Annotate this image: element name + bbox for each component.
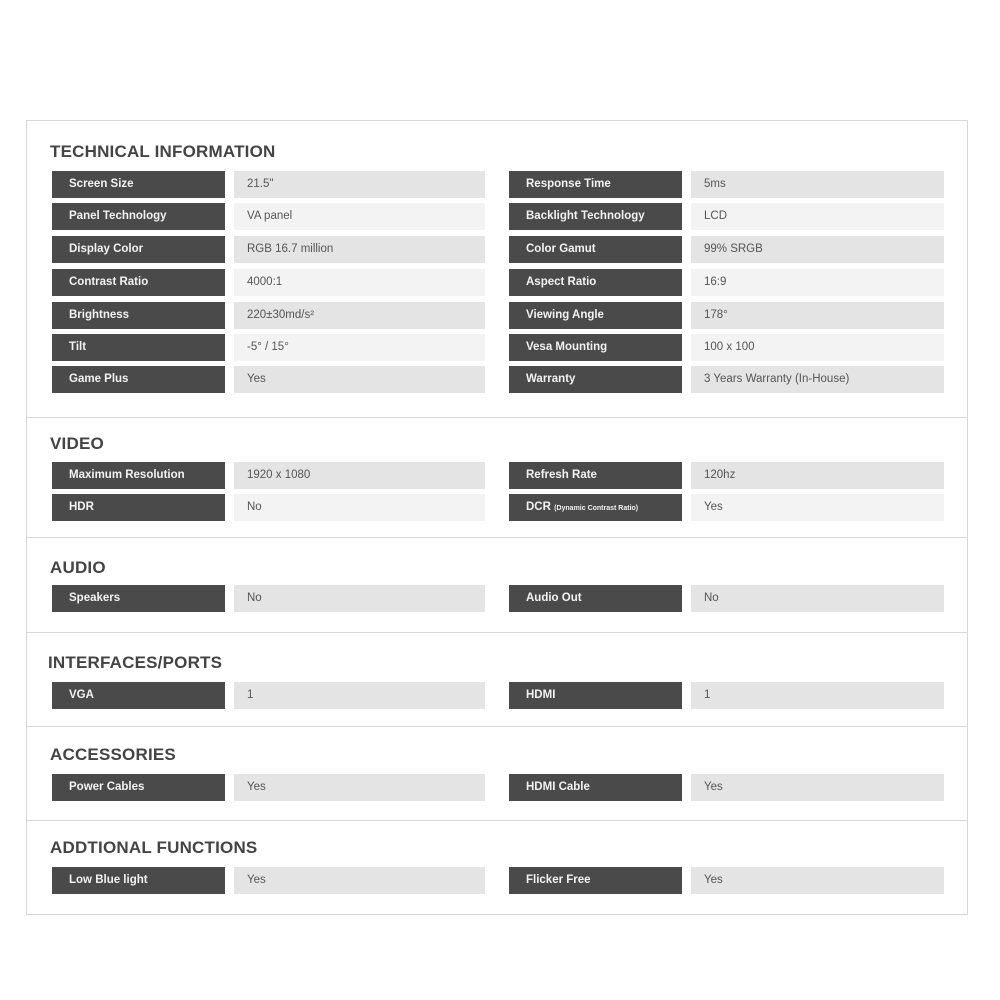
spec-label: Refresh Rate [509, 462, 682, 489]
spec-label: Aspect Ratio [509, 269, 682, 296]
spec-label: Display Color [52, 236, 225, 263]
spec-label: HDMI [509, 682, 682, 709]
section-title: TECHNICAL INFORMATION [50, 142, 276, 161]
spec-value: Yes [691, 867, 944, 894]
spec-value: Yes [234, 366, 485, 393]
spec-value: 1 [691, 682, 944, 709]
spec-value: Yes [691, 494, 944, 521]
spec-label: HDR [52, 494, 225, 521]
spec-row [27, 203, 967, 230]
spec-label: Response Time [509, 171, 682, 198]
spec-label [509, 494, 682, 521]
spec-value: Yes [234, 867, 485, 894]
spec-label-text: DCR [526, 501, 551, 513]
spec-value: Yes [234, 774, 485, 801]
section-additional-functions [27, 820, 967, 917]
spec-value: No [691, 585, 944, 612]
spec-row [27, 302, 967, 329]
spec-row [27, 867, 967, 894]
spec-value: 99% SRGB [691, 236, 944, 263]
spec-value: 16:9 [691, 269, 944, 296]
spec-value: 1920 x 1080 [234, 462, 485, 489]
spec-value: VA panel [234, 203, 485, 230]
spec-row [27, 334, 967, 361]
spec-value: 220±30md/s² [234, 302, 485, 329]
section-interfaces-ports [27, 632, 967, 727]
section-video [27, 417, 967, 538]
section-title: ACCESSORIES [50, 745, 176, 764]
spec-value: Yes [691, 774, 944, 801]
spec-label: Tilt [52, 334, 225, 361]
spec-value: RGB 16.7 million [234, 236, 485, 263]
spec-label: Vesa Mounting [509, 334, 682, 361]
section-technical-information [27, 121, 967, 417]
spec-label: Maximum Resolution [52, 462, 225, 489]
spec-value: 3 Years Warranty (In-House) [691, 366, 944, 393]
spec-label: Flicker Free [509, 867, 682, 894]
spec-value: -5° / 15° [234, 334, 485, 361]
spec-label: Panel Technology [52, 203, 225, 230]
spec-row [27, 236, 967, 263]
spec-row [27, 366, 967, 393]
spec-value: 4000:1 [234, 269, 485, 296]
spec-label: Viewing Angle [509, 302, 682, 329]
spec-row [27, 462, 967, 489]
spec-label: VGA [52, 682, 225, 709]
spec-value: 120hz [691, 462, 944, 489]
section-title: ADDTIONAL FUNCTIONS [50, 838, 258, 857]
spec-value: LCD [691, 203, 944, 230]
section-accessories [27, 726, 967, 821]
spec-row [27, 585, 967, 612]
section-audio [27, 537, 967, 633]
spec-label: Speakers [52, 585, 225, 612]
spec-sheet [26, 120, 968, 915]
spec-row [27, 171, 967, 198]
spec-label: Low Blue light [52, 867, 225, 894]
spec-label: Game Plus [52, 366, 225, 393]
spec-value: No [234, 585, 485, 612]
spec-value: 21.5" [234, 171, 485, 198]
spec-row [27, 269, 967, 296]
section-title: AUDIO [50, 558, 106, 577]
spec-row [27, 774, 967, 801]
spec-label: Screen Size [52, 171, 225, 198]
spec-label: Contrast Ratio [52, 269, 225, 296]
spec-label: HDMI Cable [509, 774, 682, 801]
spec-label-note: (Dynamic Contrast Ratio) [554, 505, 639, 512]
spec-value: 100 x 100 [691, 334, 944, 361]
spec-label: Power Cables [52, 774, 225, 801]
spec-value: 178° [691, 302, 944, 329]
spec-value: 1 [234, 682, 485, 709]
spec-value: 5ms [691, 171, 944, 198]
spec-value: No [234, 494, 485, 521]
spec-label: Color Gamut [509, 236, 682, 263]
spec-label: Warranty [509, 366, 682, 393]
spec-label: Backlight Technology [509, 203, 682, 230]
spec-row [27, 682, 967, 709]
spec-label: Audio Out [509, 585, 682, 612]
spec-row [27, 494, 967, 521]
spec-label: Brightness [52, 302, 225, 329]
section-title: INTERFACES/PORTS [48, 653, 223, 672]
section-title: VIDEO [50, 434, 104, 453]
